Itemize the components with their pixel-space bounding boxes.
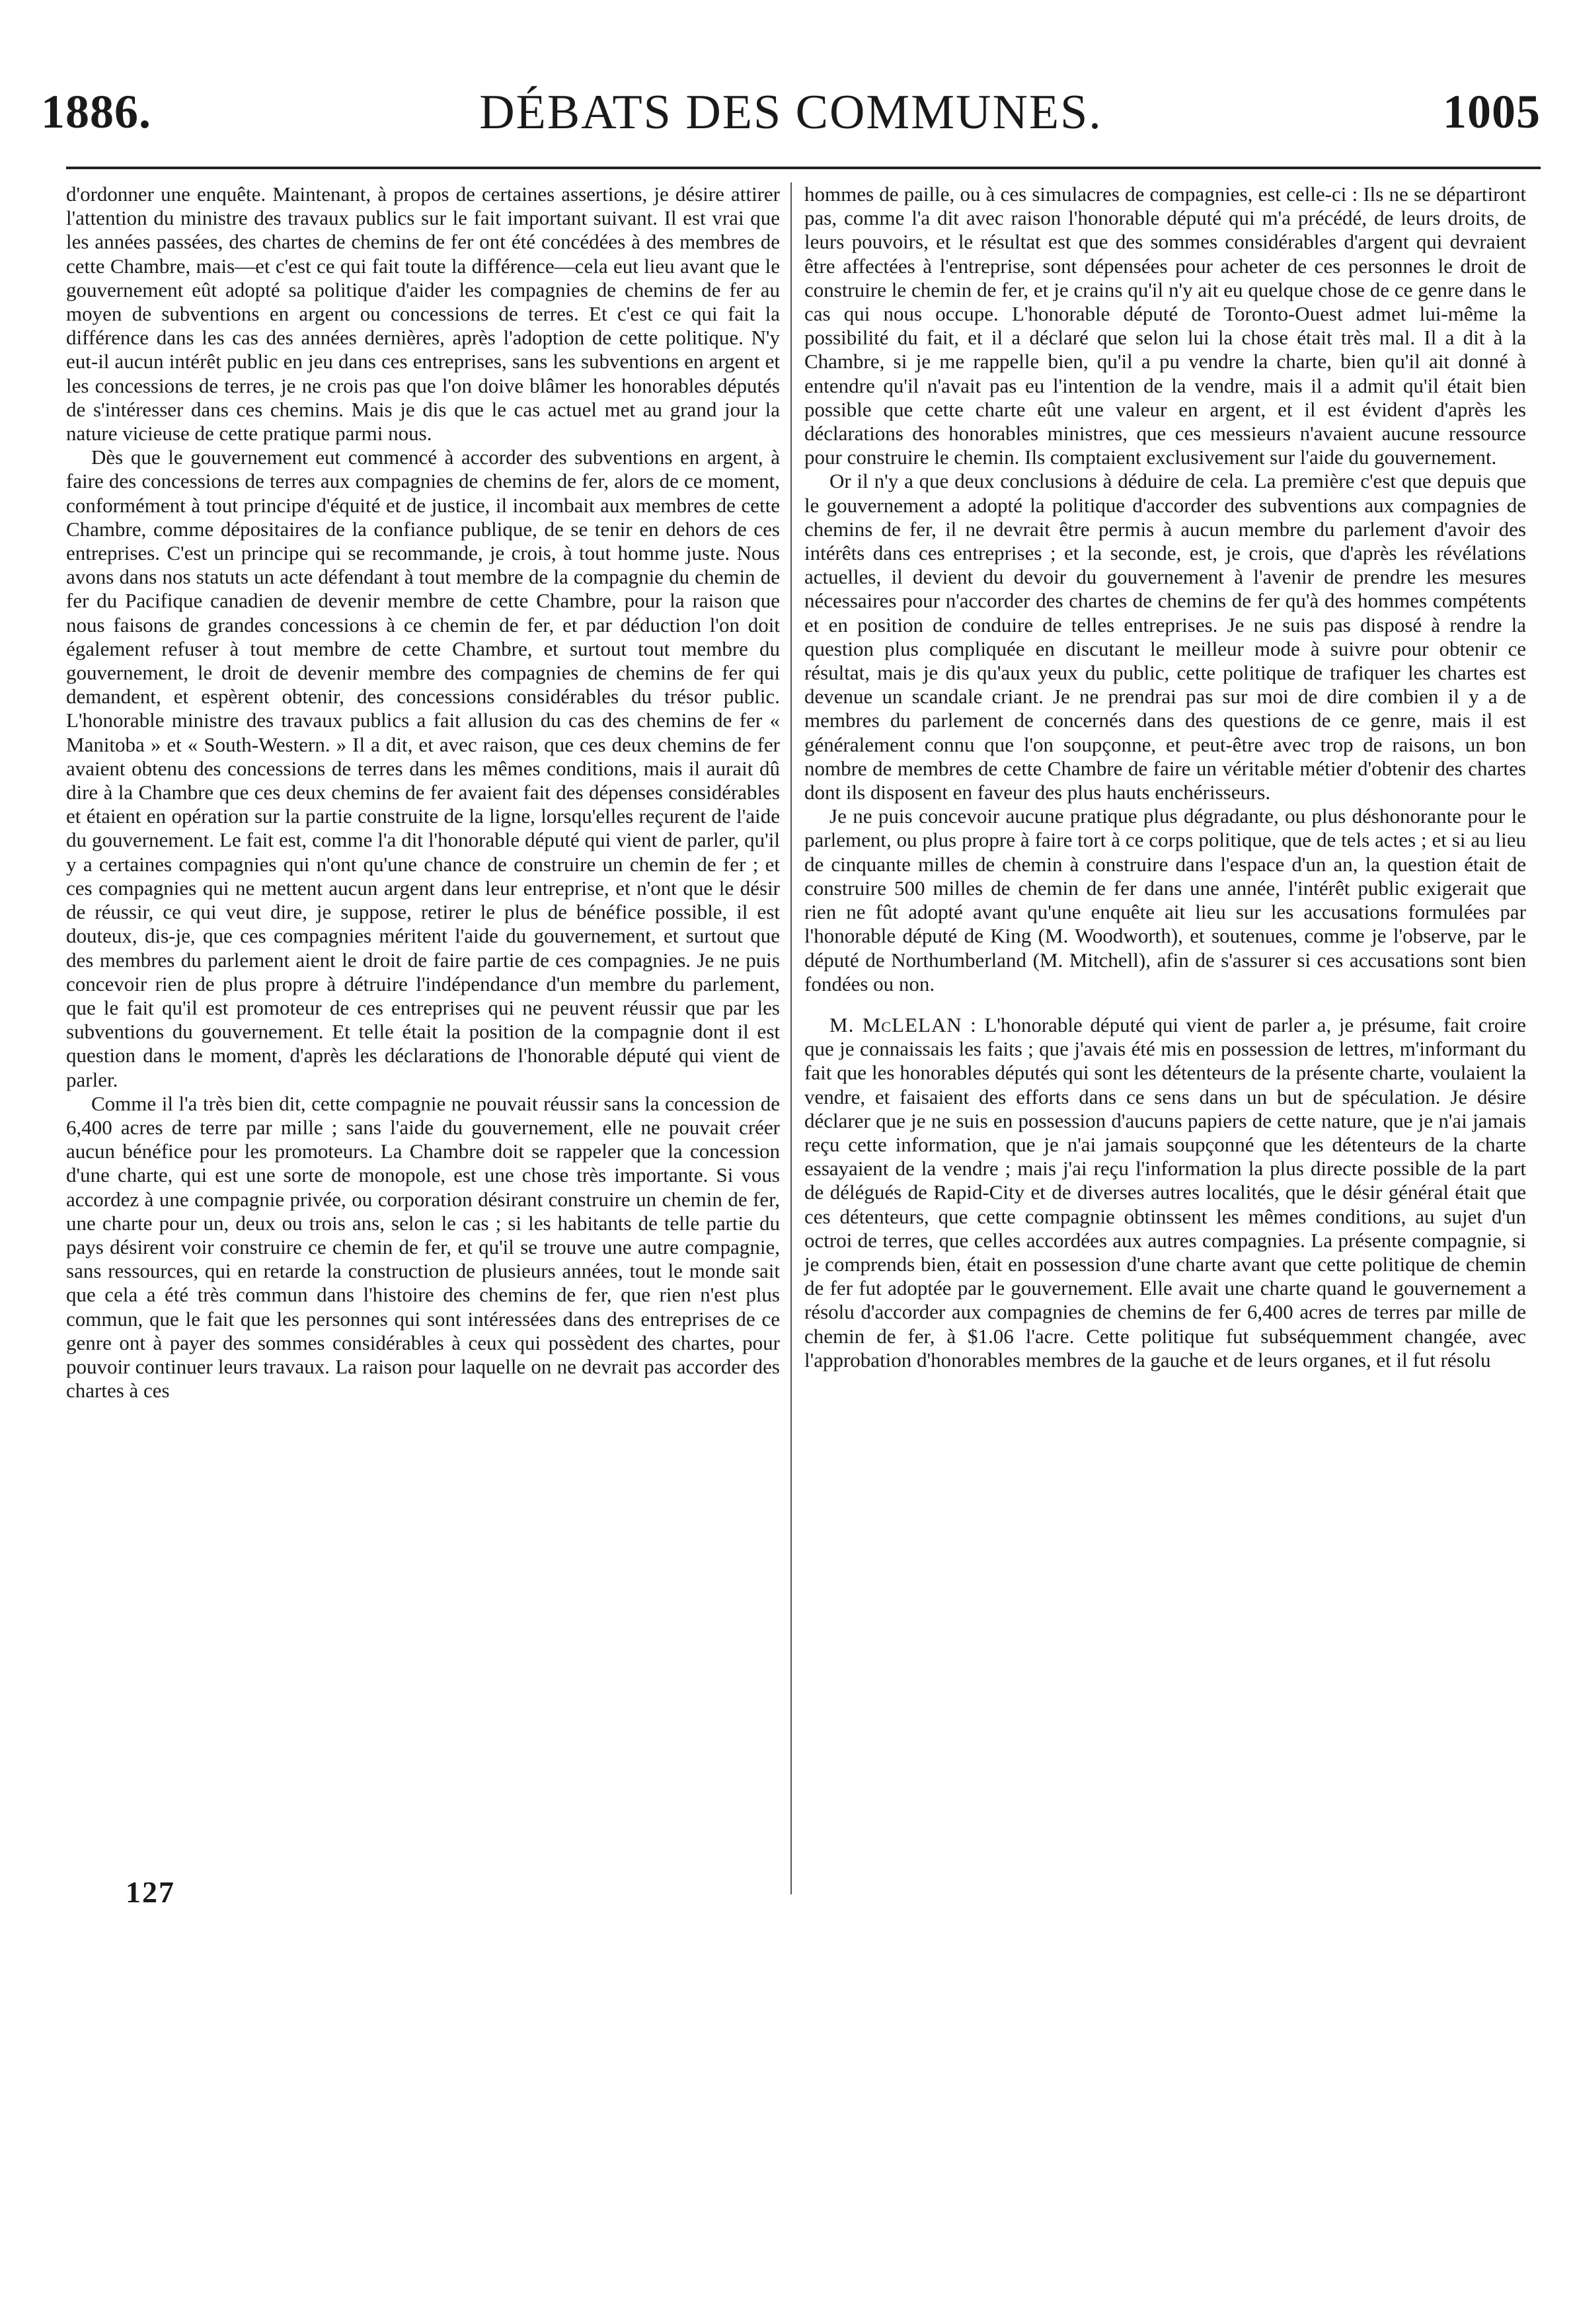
header-rule <box>66 167 1541 169</box>
right-paragraph-4 <box>804 1013 1526 1372</box>
header-title: DÉBATS DES COMMUNES. <box>479 85 1102 139</box>
speaker-text: L'honorable député qui vient de parler a, je présume, fait croire que je connaissais les faits ; que j'avais été mis en possession de lettres, m'informant du fait que les honorables députés qui sont les détenteurs de la présente charte, voulaient la vendre, et faisaient des efforts dans ce sens dans un but de spéculation. Je désire déclarer que je ne suis en possession d'aucuns papiers de cette nature, que je n'ai jamais reçu cette information, que je n'ai jamais soupçonné que les détenteurs de la charte essayaient de la vendre ; mais j'ai reçu l'information la plus directe possible de la part de délégués de Rapid-City et de diverses autres localités, que le désir général était que ces détenteurs, que cette compagnie obtinssent les mêmes conditions, au sujet d'un octroi de terres, que celles accordées aux autres compagnies. La présente compagnie, si je comprends bien, était en possession d'une charte avant que cette politique de chemin de fer fut adoptée par le gouvernement. Elle avait une charte quand le gouvernement a résolu d'accorder aux compagnies de chemins de fer 6,400 acres de terres par mille de chemin de fer, à $1.06 l'acre. Cette politique fut subséquemment changée, avec l'approbation d'honorables membres de la gauche et de leurs organes, et il fut résolu <box>804 1013 1526 1372</box>
right-paragraph-2: Or il n'y a que deux conclusions à déduire de cela. La première c'est que depuis que le gouvernement a adopté la politique d'accorder des subventions aux compagnies de chemins de fer, il ne devrait être permis à aucun membre du parlement d'avoir des intérêts dans ces entreprises ; et la seconde, est, je crois, que d'après les révélations actuelles, il devient du devoir du gouvernement à l'avenir de prendre les mesures nécessaires pour n'accorder des chartes de chemins de fer qu'à des hommes compétents et en position de conduire de telles entreprises. Je ne suis pas disposé à rendre la question plus compliquée en discutant le meilleur mode à suivre pour obtenir ce résultat, mais je dis qu'aux yeux du public, cette politique de trafiquer les chartes est devenue un scandale criant. Je ne prendrai pas sur moi de dire combien il y a de membres du parlement de concernés dans des questions de ce genre, mais il est généralement connu que l'on soupçonne, et peut-être avec trop de raisons, un bon nombre de membres de cette Chambre de faire un véritable métier d'obtenir des chartes dont ils disposent en faveur des plus hauts enchérisseurs. <box>804 469 1526 804</box>
left-paragraph-3: Comme il l'a très bien dit, cette compagnie ne pouvait réussir sans la concession de 6,400 acres de terre par mille ; sans l'aide du gouvernement, elle ne pouvait créer aucun bénéfice pour les promoteurs. La Chambre doit se rappeler que la concession d'une charte, qui est une sorte de monopole, est une chose très importante. Si vous accordez à une compagnie privée, ou corporation désirant construire un chemin de fer, une charte pour un, deux ou trois ans, selon le cas ; si les habitants de telle partie du pays désirent voir construire ce chemin de fer, et qu'il se trouve une autre compagnie, sans ressources, qui en retarde la construction de plusieurs années, tout le monde sait que cela a été très commun dans l'histoire des chemins de fer, que rien n'est plus commun, que le fait que les personnes qui sont intéressées dans des entreprises de ce genre ont à payer des sommes considérables à ceux qui possèdent des chartes, pour pouvoir continuer leurs travaux. La raison pour laquelle on ne devrait pas accorder des chartes à ces <box>66 1091 780 1403</box>
right-column <box>804 182 1526 1372</box>
speaker-name: M. McLELAN : <box>829 1013 977 1036</box>
header-page-number: 1005 <box>1443 85 1541 138</box>
right-paragraph-3: Je ne puis concevoir aucune pratique plus dégradante, ou plus déshonorante pour le parlement, ou plus propre à faire tort à ce corps politique, que de tels actes ; et si au lieu de cinquante milles de chemin à construire dans l'espace d'un an, la question était de construire 500 milles de chemin de fer dans une année, l'intérêt public exigerait que rien ne fût adopté avant qu'une enquête ait lieu sur les accusations formulées par l'honorable député de King (M. Woodworth), et soutenues, comme je l'observe, par le député de Northumberland (M. Mitchell), afin de s'assurer si ces accusations sont bien fondées ou non. <box>804 804 1526 995</box>
left-paragraph-1: d'ordonner une enquête. Maintenant, à propos de certaines assertions, je désire attirer l'attention du ministre des travaux publics sur le fait important suivant. Il est vrai que les années passées, des chartes de chemins de fer ont été concédées à des membres de cette Chambre, mais—et c'est ce qui fait toute la différence—cela eut lieu avant que le gouvernement eût adopté sa politique d'aider les compagnies de chemins de fer au moyen de subventions en argent ou concessions de terres. Et c'est ce qui fait la différence dans les cas des années dernières, après l'adoption de cette politique. N'y eut-il aucun intérêt public en jeu dans ces entreprises, sans les subventions en argent et les concessions de terres, je ne crois pas que l'on doive blâmer les honorables députés de s'intéresser dans ces chemins. Mais je dis que le cas actuel met au grand jour la nature vicieuse de cette pratique parmi nous. <box>66 182 780 445</box>
header-year: 1886. <box>41 85 151 138</box>
right-paragraph-1: hommes de paille, ou à ces simulacres de compagnies, est celle-ci : Ils ne se départiront pas, comme l'a dit avec raison l'honorable député qui m'a précédé, de leurs droits, de leurs pouvoirs, et le résultat est que des sommes considérables d'argent qui devraient être affectées à l'entreprise, sont dépensées pour acheter de ces personnes le droit de construire le chemin de fer, et je crains qu'il n'y ait eu quelque chose de ce genre dans le cas qui nous occupe. L'honorable député de Toronto-Ouest admet lui-même la possibilité du fait, et il a déclaré que selon lui la chose était très mal. Il a dit à la Chambre, si je me rappelle bien, qu'il a pu vendre la charte, bien qu'il ait donné à entendre qu'il n'avait pas eu l'intention de la vendre, mais il a admit qu'il était bien possible que cette charte eût une valeur en argent, et il est évident d'après les déclarations des honorables ministres, que ces messieurs n'avaient aucune ressource pour construire le chemin. Ils comptaient exclusivement sur l'aide du gouvernement. <box>804 182 1526 469</box>
page-header <box>41 79 1541 152</box>
left-paragraph-2: Dès que le gouvernement eut commencé à accorder des subventions en argent, à faire des concessions de terres aux compagnies de chemins de fer, alors de ce moment, conformément à tout principe d'équité et de justice, il incombait aux membres de cette Chambre, comme dépositaires de la confiance publique, de se tenir en dehors de ces entreprises. C'est un principe qui se recommande, je crois, à tout homme juste. Nous avons dans nos statuts un acte défendant à tout membre de la compagnie du chemin de fer du Pacifique canadien de devenir membre de cette Chambre, pour la raison que nous faisons de grandes concessions à ce chemin de fer, et par déduction l'on doit également refuser à tout membre de cette Chambre, et surtout tout membre du gouvernement, le droit de devenir membre des compagnies de chemins de fer qui demandent, et espèrent obtenir, des concessions considérables du trésor public. L'honorable ministre des travaux publics a fait allusion du cas des chemins de fer « Manitoba » et « South-Western. » Il a dit, et avec raison, que ces deux chemins de fer avaient obtenu des concessions de terres dans les mêmes conditions, mais il aurait dû dire à la Chambre que ces deux chemins de fer avaient fait des dépenses considérables et étaient en opération sur la partie construite de la ligne, lorsqu'elles reçurent de l'aide du gouvernement. Le fait est, comme l'a dit l'honorable député qui vient de parler, qu'il y a certaines compagnies qui n'ont qu'une chance de construire un chemin de fer ; et ces compagnies qui ne mettent aucun argent dans leur entreprise, et n'ont que le désir de réussir, ce qui veut dire, je suppose, retirer le plus de bénéfice possible, il est douteux, dis-je, que ces compagnies méritent l'aide du gouvernement, et surtout que des membres du parlement aient le droit de faire partie de ces compagnies. Je ne puis concevoir rien de plus propre à détruire l'indépendance d'un membre du parlement, que le fait qu'il est promoteur de ces entreprises qui ne peuvent réussir que par les subventions du gouvernement. Et telle était la position de la compagnie dont il est question dans le moment, d'après les déclarations de l'honorable député qui vient de parler. <box>66 445 780 1091</box>
signature-mark: 127 <box>126 1875 175 1909</box>
left-column <box>66 182 780 1403</box>
column-divider <box>790 182 792 1894</box>
